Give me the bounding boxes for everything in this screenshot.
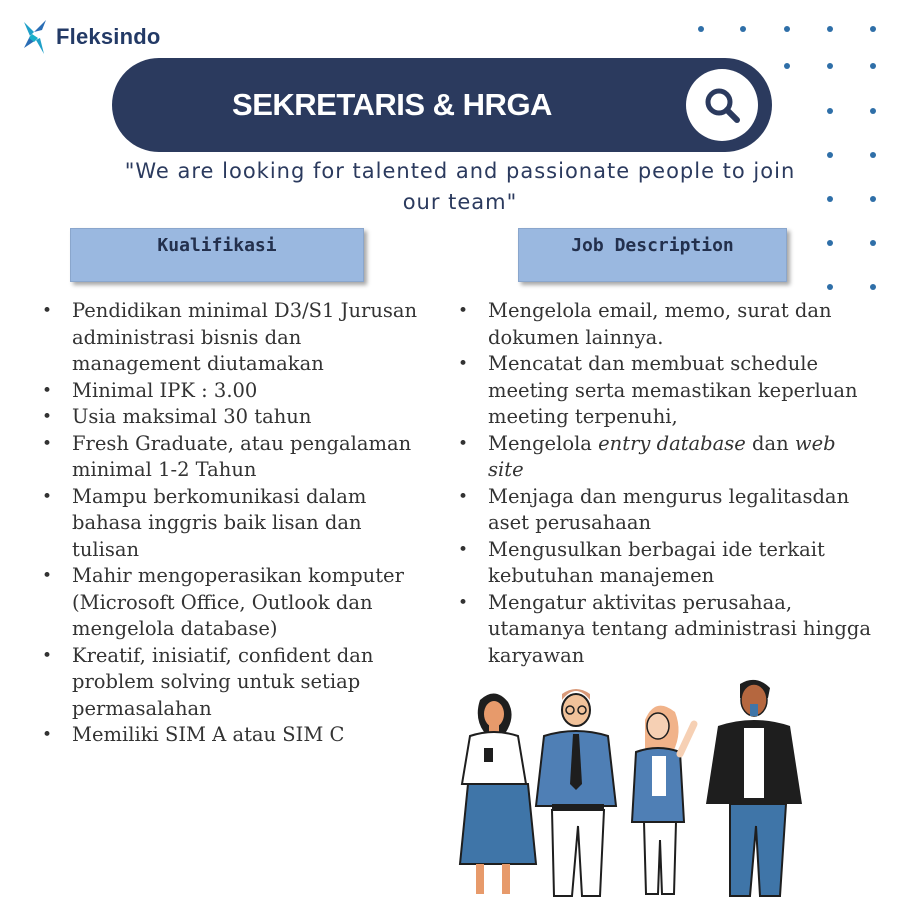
list-item: • Mahir mengoperasikan komputer (Microsoft Office, Outlook dan mengelola database) xyxy=(40,563,430,643)
list-item-emphasis: web site xyxy=(488,431,836,481)
list-item: • Pendidikan minimal D3/S1 Jurusan administrasi bisnis dan management diutamakan xyxy=(40,298,430,378)
list-item: • Mengatur aktivitas perusahaa, utamanya tentang administrasi hingga karyawan xyxy=(456,590,876,670)
person-woman-coffee-illustration xyxy=(460,693,536,894)
list-item: • Mencatat dan membuat schedule meeting serta memastikan keperluan meeting terpenuhi, xyxy=(456,351,876,431)
job-description-list xyxy=(456,298,876,669)
search-badge xyxy=(686,69,758,141)
job-description-heading: Job Description xyxy=(571,235,734,256)
job-description-header xyxy=(518,228,787,282)
qualifications-header xyxy=(70,228,364,282)
list-item: • Fresh Graduate, atau pengalaman minimal 1-2 Tahun xyxy=(40,431,430,484)
qualifications-list xyxy=(40,298,430,749)
list-item: • Memiliki SIM A atau SIM C xyxy=(40,722,430,749)
list-item: • Mampu berkomunikasi dalam bahasa inggris baik lisan dan tulisan xyxy=(40,484,430,564)
list-item: • Usia maksimal 30 tahun xyxy=(40,404,430,431)
list-item: • Menjaga dan mengurus legalitasdan aset perusahaan xyxy=(456,484,876,537)
person-man-glasses-illustration xyxy=(536,689,616,896)
person-man-drinking-illustration xyxy=(706,680,802,896)
list-item: • Mengelola email, memo, surat dan dokumen lainnya. xyxy=(456,298,876,351)
page-title: SEKRETARIS & HRGA xyxy=(232,87,552,122)
search-icon xyxy=(702,85,742,125)
list-item-emphasis: entry database xyxy=(598,431,746,455)
team-illustration xyxy=(440,670,820,900)
list-item-text: Mengelola xyxy=(488,431,599,455)
qualifications-heading: Kualifikasi xyxy=(157,235,277,256)
list-item: • Kreatif, inisiatif, confident dan problem solving untuk setiap permasalahan xyxy=(40,643,430,723)
title-banner xyxy=(112,58,772,152)
brand-logo xyxy=(22,18,161,56)
tagline: "We are looking for talented and passionate people to join our team" xyxy=(124,159,796,214)
list-item-text: dan xyxy=(745,431,795,455)
brand-name: Fleksindo xyxy=(56,24,161,49)
person-woman-waving-illustration xyxy=(632,706,694,894)
list-item: • Minimal IPK : 3.00 xyxy=(40,378,430,405)
fleksindo-logo-icon xyxy=(22,18,50,56)
list-item xyxy=(456,431,876,484)
list-item: • Mengusulkan berbagai ide terkait kebutuhan manajemen xyxy=(456,537,876,590)
